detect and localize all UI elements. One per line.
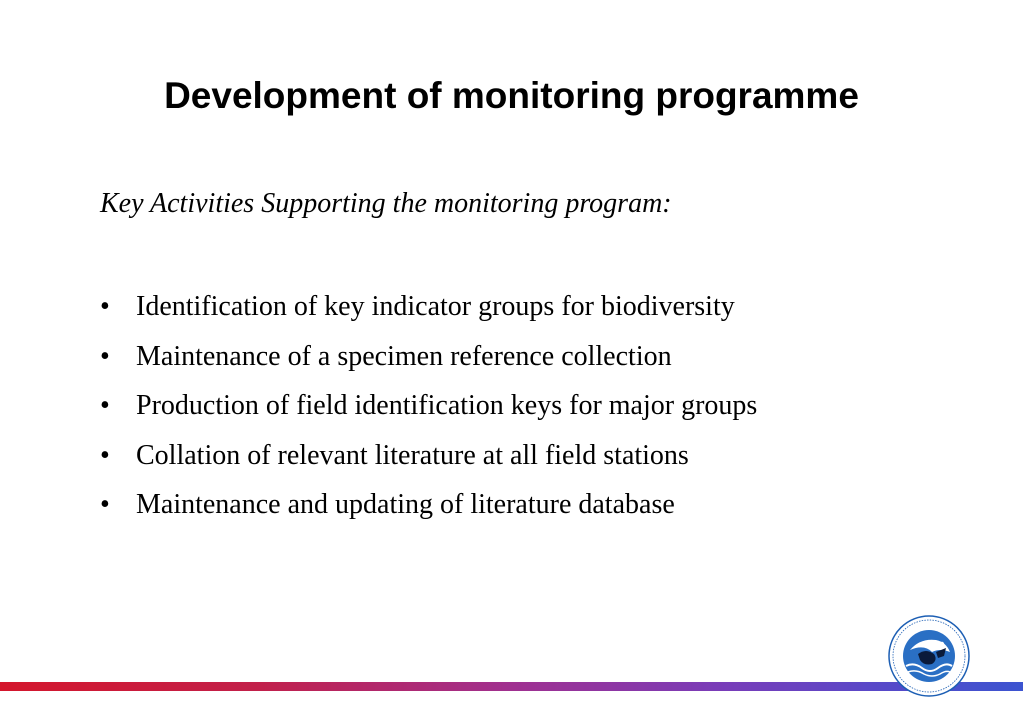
bullet-marker: • [100,340,110,372]
bullet-text: Identification of key indicator groups for biodiversity [136,291,735,322]
bullet-text: Production of field identification keys for major groups [136,390,758,421]
bullet-text: Maintenance of a specimen reference collection [136,340,672,372]
bullet-item [100,381,757,431]
bullet-item [100,332,757,382]
project-logo-icon [880,614,978,698]
bullet-item [100,480,757,530]
bullet-text: Maintenance and updating of literature database [136,489,675,520]
bullet-item [100,431,757,481]
bullet-list [100,282,757,530]
bullet-item [100,282,757,332]
bullet-text: Collation of relevant literature at all field stations [136,439,689,471]
bullet-marker: • [100,489,110,520]
bullet-marker: • [100,390,110,421]
bullet-marker: • [100,439,110,471]
bullet-marker: • [100,291,110,322]
slide-subtitle: Key Activities Supporting the monitoring program: [100,188,672,219]
footer-gradient-bar [0,682,1023,691]
slide-title: Development of monitoring programme [164,75,859,116]
